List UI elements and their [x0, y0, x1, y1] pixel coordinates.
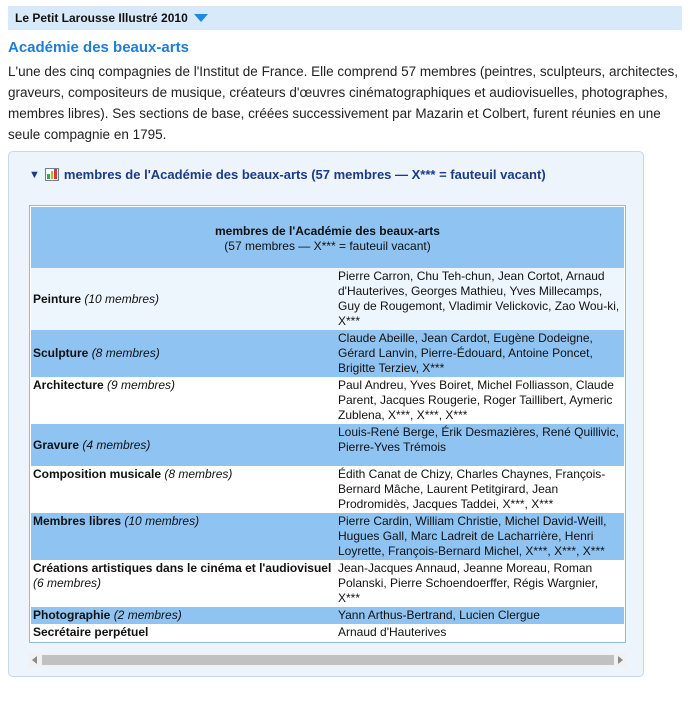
row-members: Louis-René Berge, Érik Desmazières, René Quillivic, Pierre-Yves Trémois: [335, 424, 624, 466]
row-members: Pierre Carron, Chu Teh-chun, Jean Cortot, Arnaud d'Hauterives, Georges Mathieu, Yves Millecamps, Guy de Rougemont, Vladimir Velickovic, Zao Wou-ki, X***: [335, 268, 624, 330]
table-row: [31, 330, 624, 377]
members-table-container: [29, 205, 626, 643]
row-category: Créations artistiques dans le cinéma et l'audiovisuel (6 membres): [31, 560, 335, 607]
row-category: Membres libres (10 membres): [31, 513, 335, 560]
row-members: Claude Abeille, Jean Cardot, Eugène Dodeigne, Gérard Lanvin, Pierre-Édouard, Antoine Poncet, Brigitte Terziev, X***: [335, 330, 624, 377]
scrollbar-thumb[interactable]: [42, 655, 614, 665]
members-toggle[interactable]: [29, 167, 546, 182]
table-header: [31, 207, 624, 268]
members-toggle-label: membres de l'Académie des beaux-arts (57 membres — X*** = fauteuil vacant): [63, 167, 546, 182]
row-category: Photographie (2 membres): [31, 607, 335, 624]
row-category: Sculpture (8 membres): [31, 330, 335, 377]
row-members: Édith Canat de Chizy, Charles Chaynes, François-Bernard Mâche, Laurent Petitgirard, Jean Prodromidès, Jacques Taddei, X***, X***: [335, 466, 624, 513]
table-row: [31, 268, 624, 330]
members-table: [31, 207, 624, 641]
row-members: Arnaud d'Hauterives: [335, 624, 624, 641]
article-intro: L'une des cinq compagnies de l'Institut de France. Elle comprend 57 membres (peintres, sculpteurs, architectes, graveurs, compositeurs de musique, créateurs d'œuvres cinématographiques et audiovisuelles, photographes, membres libres). Ses sections de base, créées successivement par Mazarin et Colbert, furent réunies en une seule compagnie en 1795.: [8, 64, 678, 142]
chart-icon: [45, 168, 59, 181]
row-members: Paul Andreu, Yves Boiret, Michel Folliasson, Claude Parent, Jacques Rougerie, Roger Taillibert, Aymeric Zublena, X***, X***, X***: [335, 377, 624, 424]
table-row: [31, 424, 624, 466]
table-row: [31, 466, 624, 513]
table-title: membres de l'Académie des beaux-arts: [215, 224, 440, 238]
table-row: [31, 607, 624, 624]
table-row: [31, 560, 624, 607]
row-members: Pierre Cardin, William Christie, Michel David-Weill, Hugues Gall, Marc Ladreit de Lacharrière, Henri Loyrette, François-Bernard Michel, X***, X***, X***: [335, 513, 624, 560]
table-row: [31, 513, 624, 560]
collapse-triangle-icon[interactable]: ▼: [29, 168, 40, 181]
row-category: Architecture (9 membres): [31, 377, 335, 424]
row-category: Composition musicale (8 membres): [31, 466, 335, 513]
table-row: [31, 624, 624, 641]
row-category: Gravure (4 membres): [31, 424, 335, 466]
row-category: Peinture (10 membres): [31, 268, 335, 330]
row-category: Secrétaire perpétuel: [31, 624, 335, 641]
dropdown-arrow-icon[interactable]: [194, 14, 208, 22]
row-members: Jean-Jacques Annaud, Jeanne Moreau, Roman Polanski, Pierre Schoendoerffer, Régis Wargnier, X***: [335, 560, 624, 607]
article-title: Académie des beaux-arts: [8, 39, 189, 56]
row-members: Yann Arthus-Bertrand, Lucien Clergue: [335, 607, 624, 624]
scroll-left-arrow-icon[interactable]: [32, 656, 37, 664]
scroll-right-arrow-icon[interactable]: [618, 656, 623, 664]
members-panel: [8, 151, 644, 677]
table-row: [31, 377, 624, 424]
table-subtitle: (57 membres — X*** = fauteuil vacant): [224, 239, 431, 253]
horizontal-scrollbar[interactable]: [29, 653, 626, 667]
source-header[interactable]: [8, 6, 682, 30]
source-title: Le Petit Larousse Illustré 2010: [15, 11, 188, 25]
